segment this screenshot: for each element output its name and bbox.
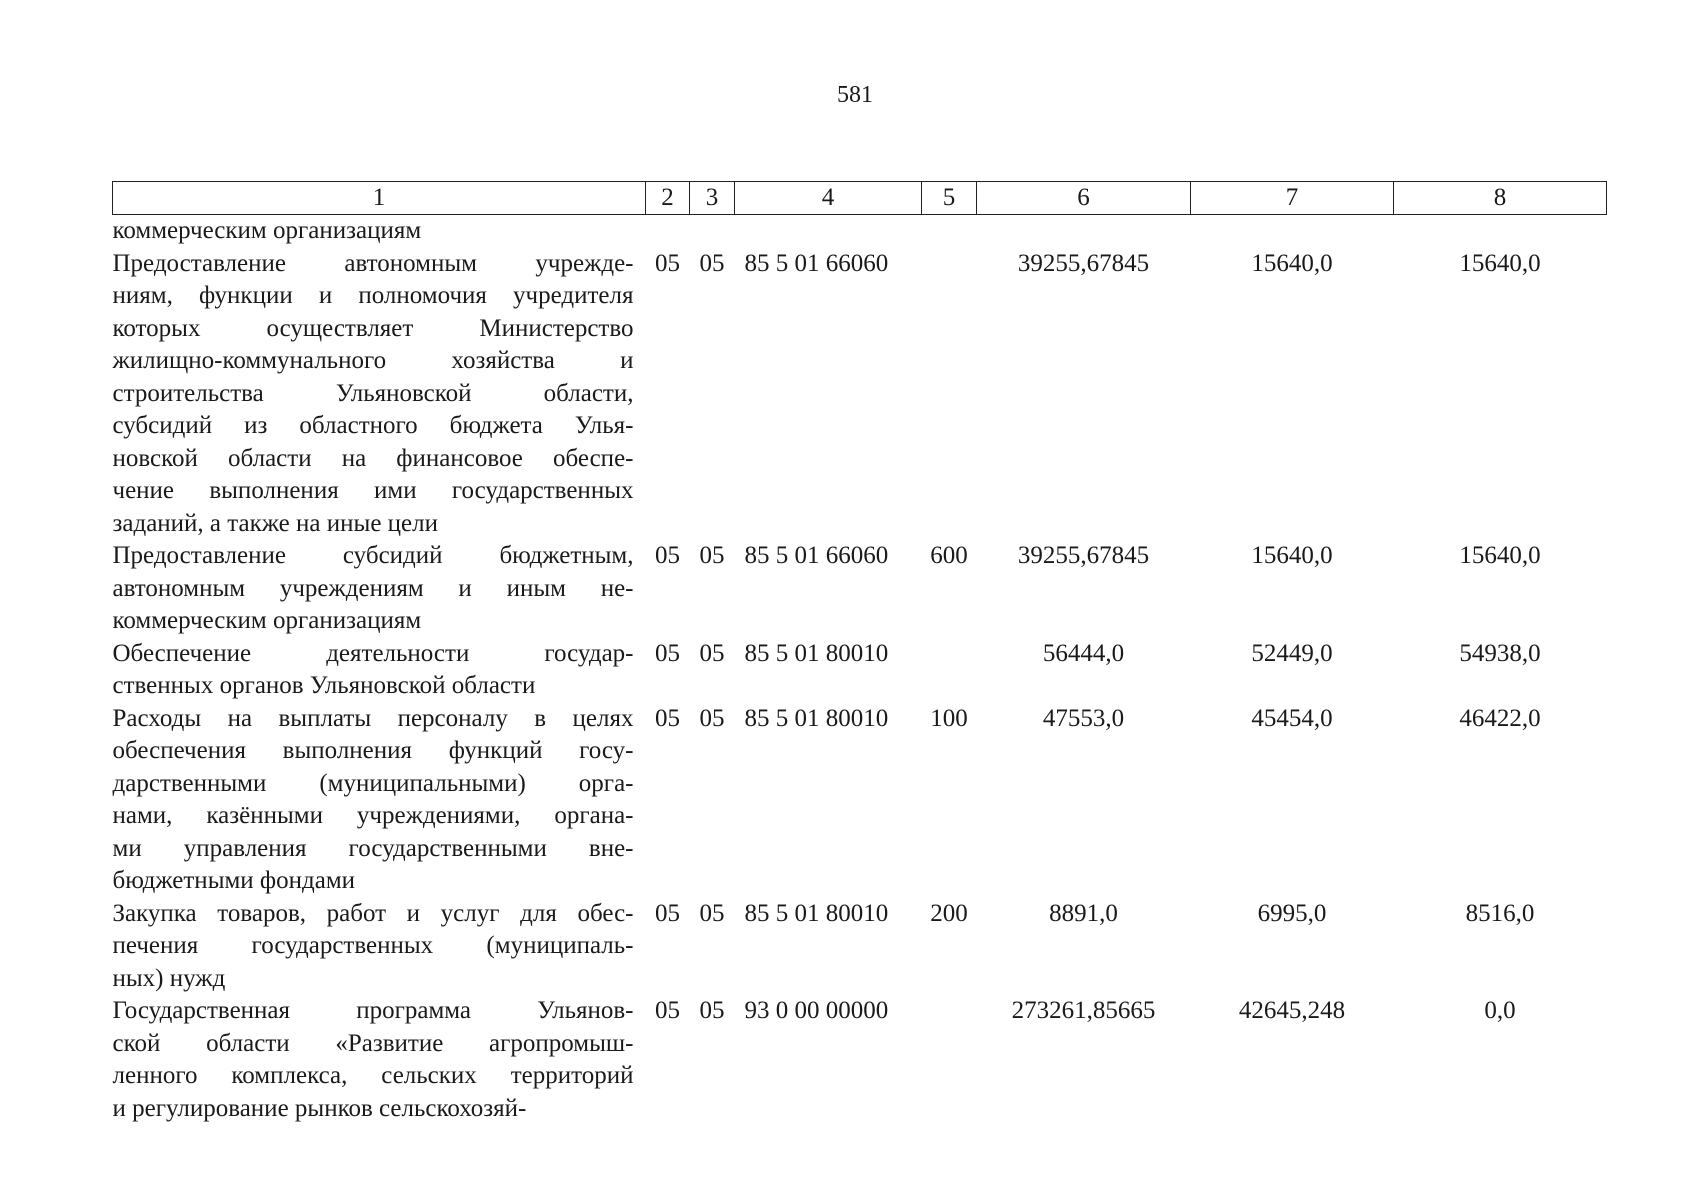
cell-amount-col8: 46422,0 [1459, 704, 1541, 732]
description-line: ми управления государственными вне- [112, 834, 634, 862]
cell-section: 05 [655, 704, 680, 732]
cell-amount-col8: 54938,0 [1459, 639, 1541, 667]
description-line: ской области «Развитие агропромыш- [112, 1029, 634, 1057]
description-line: коммерческим организациям [112, 607, 422, 634]
description-line: и регулирование рынков сельскохозяй- [112, 1094, 527, 1122]
cell-amount-col6: 273261,85665 [1011, 997, 1156, 1024]
budget-table [112, 181, 1607, 1125]
cell-description [113, 540, 646, 638]
cell-amount-col7: 42645,248 [1238, 997, 1346, 1024]
cell-amount-col6: 39255,67845 [1017, 249, 1150, 277]
description-line: Закупка товаров, работ и услуг для обес- [112, 899, 634, 927]
cell-amount-col8: 15640,0 [1459, 249, 1541, 277]
cell-target-article [735, 215, 922, 248]
cell-amount-col7: 52449,0 [1251, 639, 1333, 667]
cell-subsection: 05 [699, 249, 725, 277]
table-row [113, 995, 1607, 1125]
description-line: дарственными (муниципальными) орга- [112, 769, 634, 797]
table-row [113, 540, 1607, 638]
table-body [113, 215, 1607, 1126]
cell-subsection: 05 [699, 542, 725, 569]
cell-amount-col7: 45454,0 [1251, 704, 1333, 732]
description-line: коммерческим организациям [112, 217, 422, 244]
cell-expense-type: 200 [930, 899, 968, 927]
cell-section: 05 [655, 542, 680, 569]
cell-target-article: 85 5 01 66060 [744, 249, 889, 277]
cell-section [646, 215, 690, 248]
cell-section: 05 [655, 249, 680, 277]
table-row [113, 215, 1607, 248]
column-header-7: 7 [1191, 182, 1394, 215]
description-line: Обеспечение деятельности государ- [112, 639, 634, 667]
page-number: 581 [837, 82, 873, 108]
cell-amount-col8 [1394, 215, 1607, 248]
description-line: обеспечения выполнения функций госу- [112, 737, 634, 764]
cell-description [113, 215, 646, 248]
column-header-2: 2 [646, 182, 690, 215]
description-line: ниям, функции и полномочия учредителя [112, 282, 634, 309]
description-line: печения государственных (муниципаль- [112, 932, 634, 959]
column-header-1: 1 [113, 182, 646, 215]
table-header-row [113, 182, 1607, 215]
description-line: нами, казёнными учреждениями, органа- [112, 802, 634, 829]
column-header-3: 3 [690, 182, 735, 215]
description-line: строительства Ульяновской области, [112, 379, 634, 407]
cell-subsection: 05 [699, 997, 725, 1024]
cell-description [113, 898, 646, 996]
description-line: субсидий из областного бюджета Улья- [112, 412, 634, 439]
cell-section: 05 [655, 639, 680, 667]
cell-amount-col6: 56444,0 [1042, 639, 1125, 667]
cell-target-article: 93 0 00 00000 [744, 997, 889, 1024]
column-header-8: 8 [1394, 182, 1607, 215]
cell-subsection [690, 215, 735, 248]
cell-amount-col7: 15640,0 [1251, 542, 1333, 569]
cell-amount-col7: 15640,0 [1251, 249, 1333, 277]
cell-amount-col8: 8516,0 [1465, 899, 1535, 927]
description-line: бюджетными фондами [112, 867, 356, 894]
cell-amount-col7: 6995,0 [1257, 899, 1327, 927]
description-line: Государственная программа Ульянов- [112, 997, 634, 1024]
cell-amount-col8: 0,0 [1484, 997, 1516, 1024]
cell-description [113, 995, 646, 1125]
cell-expense-type [922, 215, 977, 248]
cell-subsection: 05 [699, 899, 725, 927]
description-line: Предоставление автономным учрежде- [112, 249, 634, 277]
cell-amount-col6: 8891,0 [1049, 899, 1118, 927]
cell-target-article: 85 5 01 66060 [744, 542, 889, 569]
cell-amount-col8: 15640,0 [1459, 542, 1541, 569]
table-row [113, 703, 1607, 898]
description-line: заданий, а также на иные цели [112, 509, 438, 537]
cell-expense-type [922, 995, 977, 1125]
cell-amount-col6: 47553,0 [1042, 704, 1125, 732]
cell-expense-type: 100 [930, 704, 968, 732]
description-line: жилищно-коммунального хозяйства и [112, 347, 634, 374]
column-header-6: 6 [977, 182, 1191, 215]
description-line: ных) нужд [112, 964, 226, 992]
description-line: ственных органов Ульяновской области [112, 672, 536, 699]
cell-target-article: 85 5 01 80010 [744, 899, 889, 927]
cell-section: 05 [655, 899, 680, 927]
cell-expense-type [922, 248, 977, 541]
column-header-5: 5 [922, 182, 977, 215]
cell-subsection: 05 [699, 639, 725, 667]
cell-description [113, 248, 646, 541]
cell-section: 05 [655, 997, 680, 1024]
cell-amount-col6 [977, 215, 1191, 248]
cell-description [113, 703, 646, 898]
cell-target-article: 85 5 01 80010 [744, 704, 889, 732]
cell-amount-col6: 39255,67845 [1017, 542, 1150, 569]
table-row [113, 248, 1607, 541]
cell-amount-col7 [1191, 215, 1394, 248]
cell-expense-type: 600 [930, 542, 968, 569]
description-line: чение выполнения ими государственных [112, 477, 634, 504]
description-line: Предоставление субсидий бюджетным, [112, 542, 634, 569]
description-line: автономным учреждениям и иным не- [112, 574, 634, 602]
cell-expense-type [922, 638, 977, 703]
cell-subsection: 05 [699, 704, 725, 732]
table-row [113, 898, 1607, 996]
cell-description [113, 638, 646, 703]
description-line: новской области на финансовое обеспе- [112, 444, 634, 472]
budget-table-sheet [112, 181, 1606, 1125]
cell-target-article: 85 5 01 80010 [744, 639, 889, 667]
table-row [113, 638, 1607, 703]
description-line: ленного комплекса, сельских территорий [112, 1062, 634, 1089]
column-header-4: 4 [735, 182, 922, 215]
description-line: которых осуществляет Министерство [112, 314, 634, 342]
description-line: Расходы на выплаты персоналу в целях [112, 704, 634, 732]
